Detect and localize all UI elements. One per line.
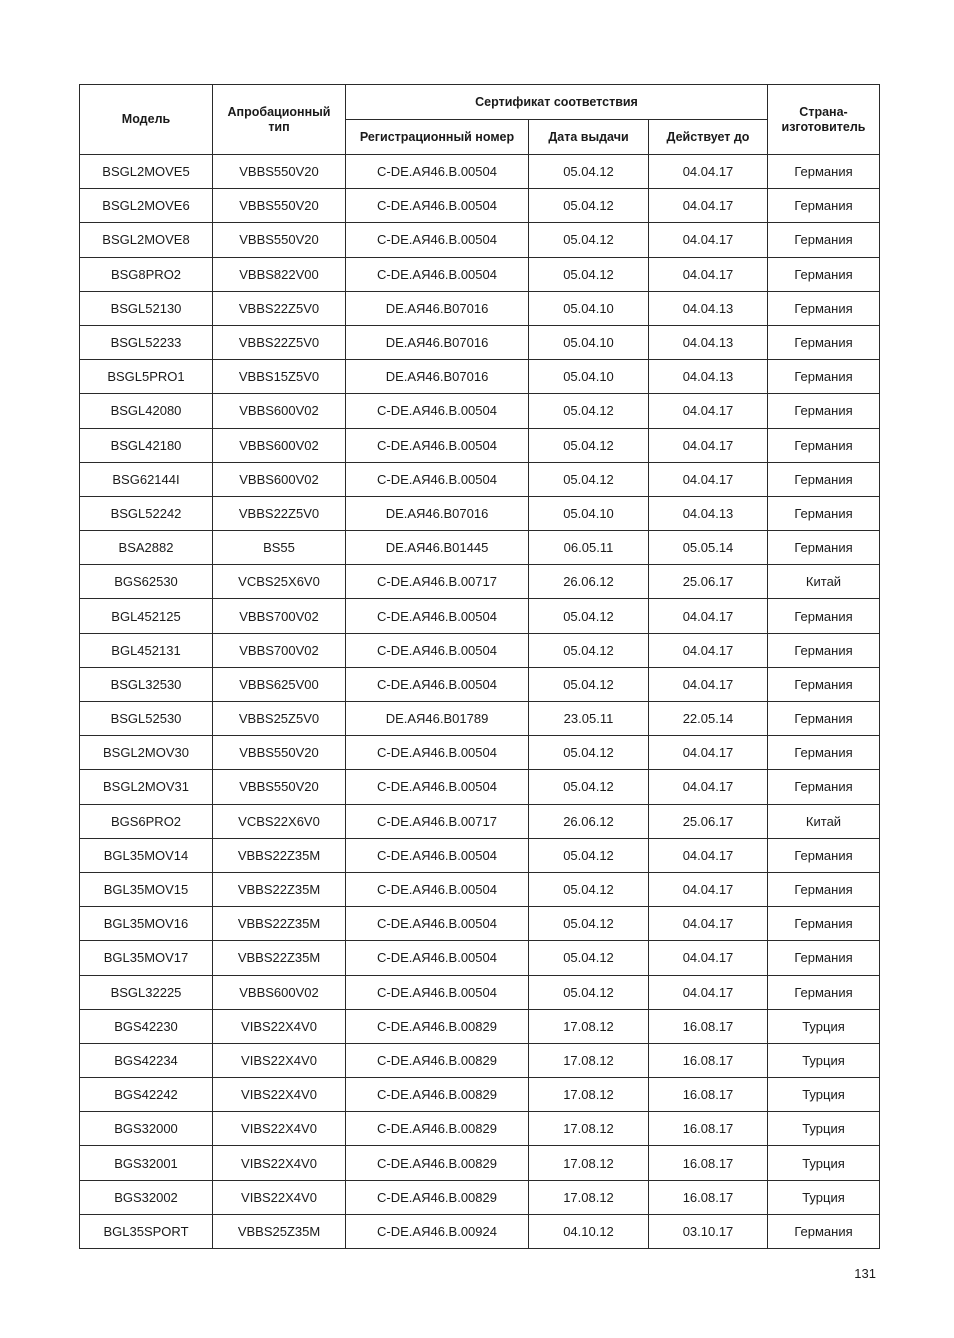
cell-model: BGL452125 [80, 599, 213, 633]
cell-issue-date: 06.05.11 [529, 531, 649, 565]
cell-valid-until: 16.08.17 [649, 1009, 768, 1043]
table-row [80, 1180, 880, 1214]
cell-model: BGS32000 [80, 1112, 213, 1146]
cell-model: BGS32002 [80, 1180, 213, 1214]
table-row [80, 223, 880, 257]
table-row [80, 291, 880, 325]
cell-valid-until: 04.04.13 [649, 291, 768, 325]
cell-issue-date: 26.06.12 [529, 565, 649, 599]
cell-approval-type: VCBS25X6V0 [213, 565, 346, 599]
cell-country: Германия [768, 907, 880, 941]
cell-country: Германия [768, 462, 880, 496]
cell-country: Германия [768, 599, 880, 633]
cell-country: Германия [768, 189, 880, 223]
cell-approval-type: VBBS600V02 [213, 975, 346, 1009]
cell-issue-date: 17.08.12 [529, 1180, 649, 1214]
cell-country: Германия [768, 394, 880, 428]
cell-issue-date: 05.04.10 [529, 496, 649, 530]
cell-approval-type: VBBS600V02 [213, 462, 346, 496]
cell-reg-number: C-DE.АЯ46.В.00504 [346, 155, 529, 189]
cell-model: BSGL2MOVE8 [80, 223, 213, 257]
cell-country: Германия [768, 496, 880, 530]
table-row [80, 975, 880, 1009]
cell-country: Германия [768, 360, 880, 394]
cell-valid-until: 16.08.17 [649, 1078, 768, 1112]
cell-issue-date: 05.04.12 [529, 975, 649, 1009]
table-row [80, 1043, 880, 1077]
cell-valid-until: 25.06.17 [649, 804, 768, 838]
cell-valid-until: 04.04.17 [649, 770, 768, 804]
cell-country: Турция [768, 1078, 880, 1112]
cell-approval-type: VIBS22X4V0 [213, 1009, 346, 1043]
cell-reg-number: C-DE.АЯ46.В.00829 [346, 1146, 529, 1180]
cell-country: Турция [768, 1180, 880, 1214]
table-row [80, 838, 880, 872]
cell-model: BSGL42180 [80, 428, 213, 462]
cell-issue-date: 23.05.11 [529, 702, 649, 736]
cell-approval-type: VCBS22X6V0 [213, 804, 346, 838]
cell-model: BSGL2MOVE6 [80, 189, 213, 223]
cell-reg-number: C-DE.АЯ46.В.00829 [346, 1078, 529, 1112]
header-approval-type: Апробационный тип [213, 85, 346, 155]
cell-approval-type: VBBS700V02 [213, 633, 346, 667]
cell-valid-until: 04.04.13 [649, 496, 768, 530]
cell-model: BGL35SPORT [80, 1214, 213, 1248]
table-row [80, 804, 880, 838]
cell-model: BGL35MOV14 [80, 838, 213, 872]
cell-approval-type: VBBS550V20 [213, 770, 346, 804]
cell-model: BGS42234 [80, 1043, 213, 1077]
cell-country: Германия [768, 736, 880, 770]
cell-valid-until: 04.04.17 [649, 394, 768, 428]
cell-reg-number: DE.АЯ46.В07016 [346, 496, 529, 530]
table-row [80, 1078, 880, 1112]
page-number: 131 [854, 1266, 876, 1281]
cell-reg-number: C-DE.АЯ46.В.00504 [346, 975, 529, 1009]
cell-approval-type: VIBS22X4V0 [213, 1078, 346, 1112]
cell-valid-until: 04.04.17 [649, 257, 768, 291]
cell-reg-number: DE.АЯ46.В07016 [346, 325, 529, 359]
table-row [80, 394, 880, 428]
cell-reg-number: C-DE.АЯ46.В.00504 [346, 770, 529, 804]
cell-model: BSG8PRO2 [80, 257, 213, 291]
table-row [80, 1146, 880, 1180]
cell-approval-type: VIBS22X4V0 [213, 1112, 346, 1146]
cell-country: Германия [768, 531, 880, 565]
cell-approval-type: VBBS22Z5V0 [213, 325, 346, 359]
cell-country: Германия [768, 941, 880, 975]
cell-valid-until: 04.04.17 [649, 736, 768, 770]
cell-country: Германия [768, 428, 880, 462]
cell-country: Германия [768, 975, 880, 1009]
cell-valid-until: 04.04.13 [649, 360, 768, 394]
table-row [80, 736, 880, 770]
table-row [80, 189, 880, 223]
cell-issue-date: 17.08.12 [529, 1043, 649, 1077]
cell-issue-date: 05.04.10 [529, 325, 649, 359]
cell-model: BGS42230 [80, 1009, 213, 1043]
cell-model: BGL452131 [80, 633, 213, 667]
cell-approval-type: VBBS22Z5V0 [213, 291, 346, 325]
table-row [80, 1214, 880, 1248]
table-row [80, 531, 880, 565]
table-row [80, 155, 880, 189]
table-row [80, 360, 880, 394]
cell-issue-date: 05.04.12 [529, 941, 649, 975]
cell-approval-type: VBBS700V02 [213, 599, 346, 633]
cell-approval-type: VBBS15Z5V0 [213, 360, 346, 394]
cell-valid-until: 04.04.17 [649, 633, 768, 667]
cell-issue-date: 17.08.12 [529, 1078, 649, 1112]
cell-country: Германия [768, 223, 880, 257]
cell-issue-date: 05.04.12 [529, 633, 649, 667]
cell-approval-type: VIBS22X4V0 [213, 1146, 346, 1180]
cell-country: Китай [768, 804, 880, 838]
cell-model: BSGL42080 [80, 394, 213, 428]
table-row [80, 428, 880, 462]
table-row [80, 941, 880, 975]
cell-approval-type: VBBS22Z35M [213, 907, 346, 941]
cell-issue-date: 05.04.12 [529, 872, 649, 906]
cell-reg-number: DE.АЯ46.В07016 [346, 360, 529, 394]
table-row [80, 325, 880, 359]
cell-reg-number: C-DE.АЯ46.В.00924 [346, 1214, 529, 1248]
cell-reg-number: C-DE.АЯ46.В.00504 [346, 428, 529, 462]
cell-valid-until: 04.04.17 [649, 155, 768, 189]
cell-approval-type: VBBS625V00 [213, 667, 346, 701]
table-row [80, 633, 880, 667]
cell-model: BSGL52233 [80, 325, 213, 359]
cell-valid-until: 04.04.17 [649, 428, 768, 462]
cell-model: BSGL2MOV30 [80, 736, 213, 770]
cell-issue-date: 05.04.12 [529, 428, 649, 462]
cell-approval-type: VBBS25Z5V0 [213, 702, 346, 736]
table-body [80, 155, 880, 1249]
cell-issue-date: 05.04.12 [529, 599, 649, 633]
cell-country: Германия [768, 1214, 880, 1248]
cell-reg-number: C-DE.АЯ46.В.00829 [346, 1112, 529, 1146]
cell-country: Германия [768, 838, 880, 872]
cell-valid-until: 16.08.17 [649, 1180, 768, 1214]
cell-issue-date: 05.04.12 [529, 907, 649, 941]
cell-reg-number: C-DE.АЯ46.В.00829 [346, 1180, 529, 1214]
cell-model: BSGL32530 [80, 667, 213, 701]
cell-valid-until: 03.10.17 [649, 1214, 768, 1248]
cell-model: BGL35MOV15 [80, 872, 213, 906]
certificate-table [79, 84, 880, 1249]
cell-country: Германия [768, 667, 880, 701]
cell-issue-date: 05.04.12 [529, 736, 649, 770]
cell-approval-type: VBBS550V20 [213, 155, 346, 189]
cell-country: Германия [768, 155, 880, 189]
table-row [80, 702, 880, 736]
cell-reg-number: C-DE.АЯ46.В.00504 [346, 736, 529, 770]
cell-valid-until: 04.04.17 [649, 223, 768, 257]
cell-country: Китай [768, 565, 880, 599]
cell-issue-date: 05.04.12 [529, 223, 649, 257]
cell-reg-number: C-DE.АЯ46.В.00504 [346, 633, 529, 667]
cell-valid-until: 25.06.17 [649, 565, 768, 599]
cell-model: BGS32001 [80, 1146, 213, 1180]
cell-issue-date: 26.06.12 [529, 804, 649, 838]
table-row [80, 1112, 880, 1146]
cell-reg-number: C-DE.АЯ46.В.00504 [346, 223, 529, 257]
cell-valid-until: 22.05.14 [649, 702, 768, 736]
cell-reg-number: DE.АЯ46.В01445 [346, 531, 529, 565]
cell-model: BSA2882 [80, 531, 213, 565]
cell-reg-number: C-DE.АЯ46.В.00717 [346, 804, 529, 838]
cell-model: BGL35MOV17 [80, 941, 213, 975]
cell-reg-number: C-DE.АЯ46.В.00504 [346, 257, 529, 291]
cell-model: BSGL52130 [80, 291, 213, 325]
header-issue-date: Дата выдачи [529, 120, 649, 155]
cell-approval-type: VBBS22Z5V0 [213, 496, 346, 530]
cell-country: Турция [768, 1009, 880, 1043]
cell-country: Германия [768, 633, 880, 667]
cell-approval-type: VBBS822V00 [213, 257, 346, 291]
cell-reg-number: C-DE.АЯ46.В.00504 [346, 189, 529, 223]
header-reg-number: Регистрационный номер [346, 120, 529, 155]
cell-issue-date: 17.08.12 [529, 1112, 649, 1146]
cell-issue-date: 05.04.12 [529, 257, 649, 291]
cell-approval-type: VBBS550V20 [213, 189, 346, 223]
cell-country: Германия [768, 872, 880, 906]
cell-reg-number: C-DE.АЯ46.В.00829 [346, 1043, 529, 1077]
table-row [80, 257, 880, 291]
cell-valid-until: 04.04.17 [649, 975, 768, 1009]
cell-model: BGS6PRO2 [80, 804, 213, 838]
cell-valid-until: 04.04.17 [649, 599, 768, 633]
cell-reg-number: C-DE.АЯ46.В.00504 [346, 462, 529, 496]
cell-valid-until: 16.08.17 [649, 1146, 768, 1180]
cell-valid-until: 04.04.17 [649, 872, 768, 906]
cell-issue-date: 05.04.10 [529, 360, 649, 394]
cell-approval-type: VBBS600V02 [213, 428, 346, 462]
cell-model: BSGL2MOV31 [80, 770, 213, 804]
table-row [80, 462, 880, 496]
cell-approval-type: BS55 [213, 531, 346, 565]
cell-issue-date: 05.04.12 [529, 667, 649, 701]
cell-country: Германия [768, 257, 880, 291]
cell-approval-type: VBBS600V02 [213, 394, 346, 428]
cell-valid-until: 04.04.17 [649, 941, 768, 975]
cell-model: BSGL32225 [80, 975, 213, 1009]
cell-country: Турция [768, 1112, 880, 1146]
cell-approval-type: VBBS550V20 [213, 736, 346, 770]
table-header [80, 85, 880, 155]
cell-issue-date: 05.04.10 [529, 291, 649, 325]
header-model: Модель [80, 85, 213, 155]
table-row [80, 667, 880, 701]
cell-reg-number: C-DE.АЯ46.В.00504 [346, 941, 529, 975]
cell-reg-number: DE.АЯ46.В07016 [346, 291, 529, 325]
cell-approval-type: VBBS550V20 [213, 223, 346, 257]
cell-reg-number: DE.АЯ46.В01789 [346, 702, 529, 736]
cell-model: BSGL5PRO1 [80, 360, 213, 394]
cell-country: Германия [768, 702, 880, 736]
cell-reg-number: C-DE.АЯ46.В.00829 [346, 1009, 529, 1043]
cell-valid-until: 05.05.14 [649, 531, 768, 565]
header-country: Страна-изготовитель [768, 85, 880, 155]
cell-issue-date: 17.08.12 [529, 1009, 649, 1043]
cell-valid-until: 04.04.17 [649, 462, 768, 496]
cell-issue-date: 05.04.12 [529, 155, 649, 189]
cell-valid-until: 04.04.17 [649, 907, 768, 941]
cell-model: BGL35MOV16 [80, 907, 213, 941]
cell-model: BSGL52530 [80, 702, 213, 736]
cell-issue-date: 17.08.12 [529, 1146, 649, 1180]
header-certificate: Сертификат соответствия [346, 85, 768, 120]
cell-model: BSG62144I [80, 462, 213, 496]
cell-country: Германия [768, 325, 880, 359]
cell-approval-type: VIBS22X4V0 [213, 1043, 346, 1077]
cell-country: Германия [768, 770, 880, 804]
cell-reg-number: C-DE.АЯ46.В.00504 [346, 599, 529, 633]
cell-model: BGS42242 [80, 1078, 213, 1112]
table-row [80, 872, 880, 906]
table-row [80, 1009, 880, 1043]
header-valid-until: Действует до [649, 120, 768, 155]
cell-valid-until: 04.04.13 [649, 325, 768, 359]
cell-issue-date: 05.04.12 [529, 838, 649, 872]
cell-model: BSGL52242 [80, 496, 213, 530]
cell-approval-type: VBBS22Z35M [213, 941, 346, 975]
cell-issue-date: 05.04.12 [529, 394, 649, 428]
cell-valid-until: 04.04.17 [649, 189, 768, 223]
cell-approval-type: VBBS22Z35M [213, 838, 346, 872]
table-row [80, 907, 880, 941]
table-row [80, 599, 880, 633]
cell-model: BGS62530 [80, 565, 213, 599]
table-row [80, 496, 880, 530]
cell-reg-number: C-DE.АЯ46.В.00504 [346, 667, 529, 701]
cell-approval-type: VIBS22X4V0 [213, 1180, 346, 1214]
cell-reg-number: C-DE.АЯ46.В.00504 [346, 907, 529, 941]
cell-issue-date: 05.04.12 [529, 462, 649, 496]
cell-valid-until: 16.08.17 [649, 1043, 768, 1077]
cell-valid-until: 04.04.17 [649, 838, 768, 872]
cell-country: Германия [768, 291, 880, 325]
cell-approval-type: VBBS22Z35M [213, 872, 346, 906]
cell-valid-until: 04.04.17 [649, 667, 768, 701]
cell-country: Турция [768, 1146, 880, 1180]
cell-reg-number: C-DE.АЯ46.В.00504 [346, 394, 529, 428]
cell-issue-date: 05.04.12 [529, 770, 649, 804]
cell-valid-until: 16.08.17 [649, 1112, 768, 1146]
cell-reg-number: C-DE.АЯ46.В.00717 [346, 565, 529, 599]
cell-country: Турция [768, 1043, 880, 1077]
cell-issue-date: 05.04.12 [529, 189, 649, 223]
cell-approval-type: VBBS25Z35M [213, 1214, 346, 1248]
cell-model: BSGL2MOVE5 [80, 155, 213, 189]
table-row [80, 565, 880, 599]
cell-issue-date: 04.10.12 [529, 1214, 649, 1248]
cell-reg-number: C-DE.АЯ46.В.00504 [346, 838, 529, 872]
cell-reg-number: C-DE.АЯ46.В.00504 [346, 872, 529, 906]
table-row [80, 770, 880, 804]
